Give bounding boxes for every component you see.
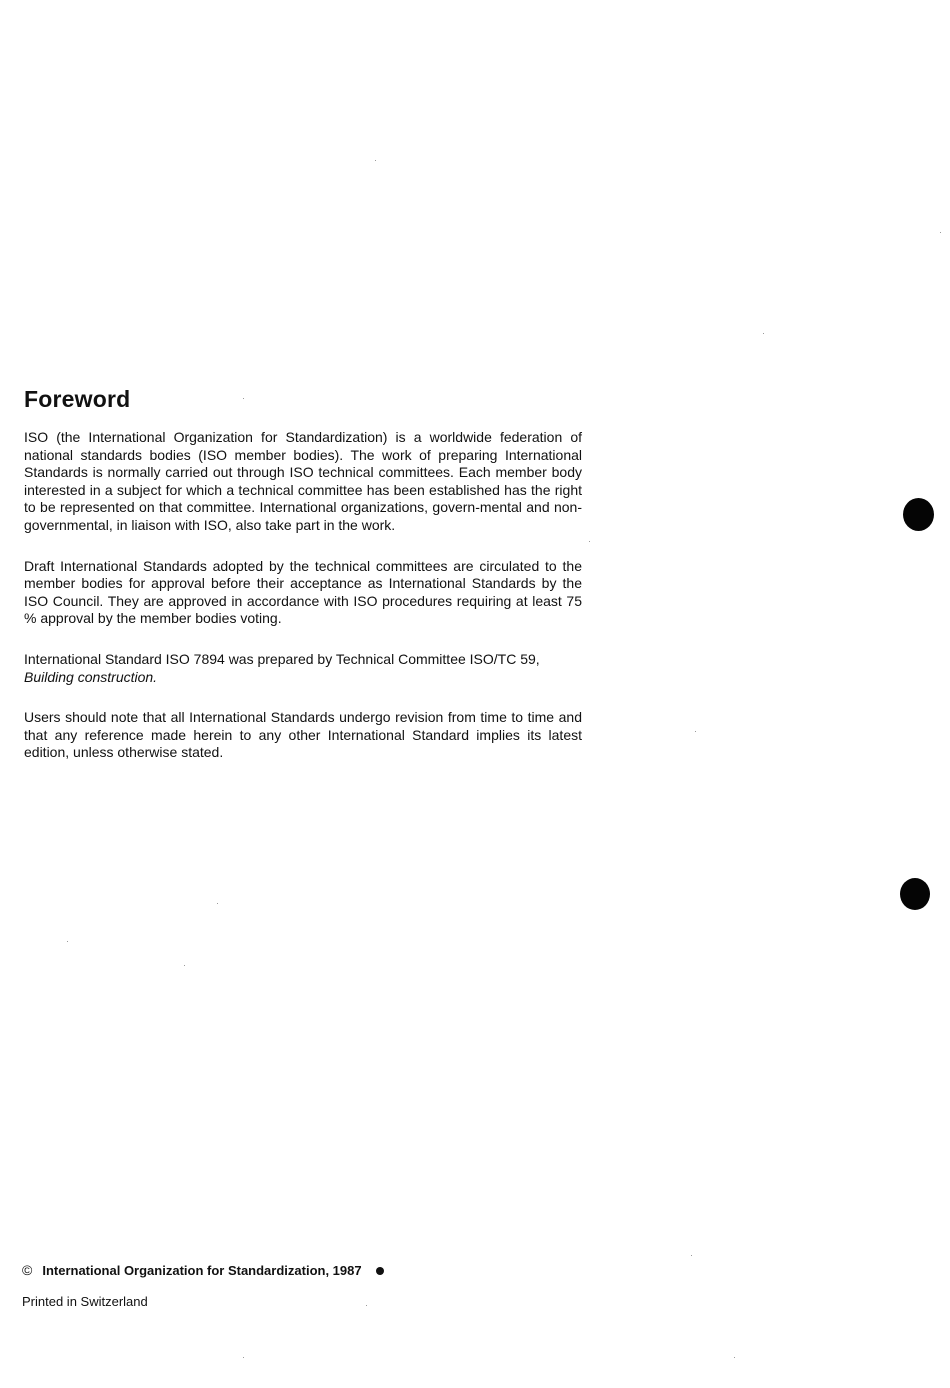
bullet-icon — [376, 1267, 384, 1275]
committee-name: Building construction. — [24, 668, 158, 685]
paragraph-iso-federation: ISO (the International Organization for Standardization) is a worldwide federation of national standards bodies (ISO member bodies). The work of preparing International Standards is normally carried out through ISO technical committees. Each member body interested in a subject for which a technical committee has been established has the right to be represented on that committee. International organizations, govern-mental and non-governmental, in liaison with ISO, also take part in the work. — [24, 429, 582, 533]
prepared-by-text: International Standard ISO 7894 was prepared by Technical Committee ISO/TC 59, — [24, 650, 540, 667]
paragraph-revision-note: Users should note that all International Standards undergo revision from time to time and that any reference made herein to any other International Standard implies its latest edition, unless otherwise stated. — [24, 709, 582, 761]
binding-hole-lower — [900, 878, 930, 910]
scan-speck — [691, 1255, 692, 1256]
foreword-body — [24, 429, 582, 785]
foreword-heading: Foreword — [24, 386, 131, 412]
scan-speck — [763, 333, 764, 334]
scan-speck — [375, 160, 376, 161]
scan-speck — [366, 1305, 367, 1306]
paragraph-prepared-by — [24, 651, 582, 686]
scan-speck — [940, 232, 941, 233]
scan-speck — [589, 541, 590, 542]
binding-hole-upper — [903, 498, 934, 531]
scan-speck — [67, 941, 68, 942]
copyright-text: International Organization for Standardization, 1987 — [42, 1263, 362, 1278]
scan-speck — [184, 965, 185, 966]
printed-in: Printed in Switzerland — [22, 1294, 148, 1309]
copyright-line — [22, 1262, 384, 1278]
scan-speck — [695, 731, 696, 732]
scan-speck — [243, 398, 244, 399]
scan-speck — [734, 1357, 735, 1358]
copyright-symbol: © — [22, 1262, 33, 1278]
paragraph-draft-standards: Draft International Standards adopted by the technical committees are circulated to the member bodies for approval before their acceptance as International Standards by the ISO Council. They are approved in accordance with ISO procedures requiring at least 75 % approval by the member bodies voting. — [24, 557, 582, 627]
scan-speck — [217, 903, 218, 904]
scan-speck — [243, 1357, 244, 1358]
